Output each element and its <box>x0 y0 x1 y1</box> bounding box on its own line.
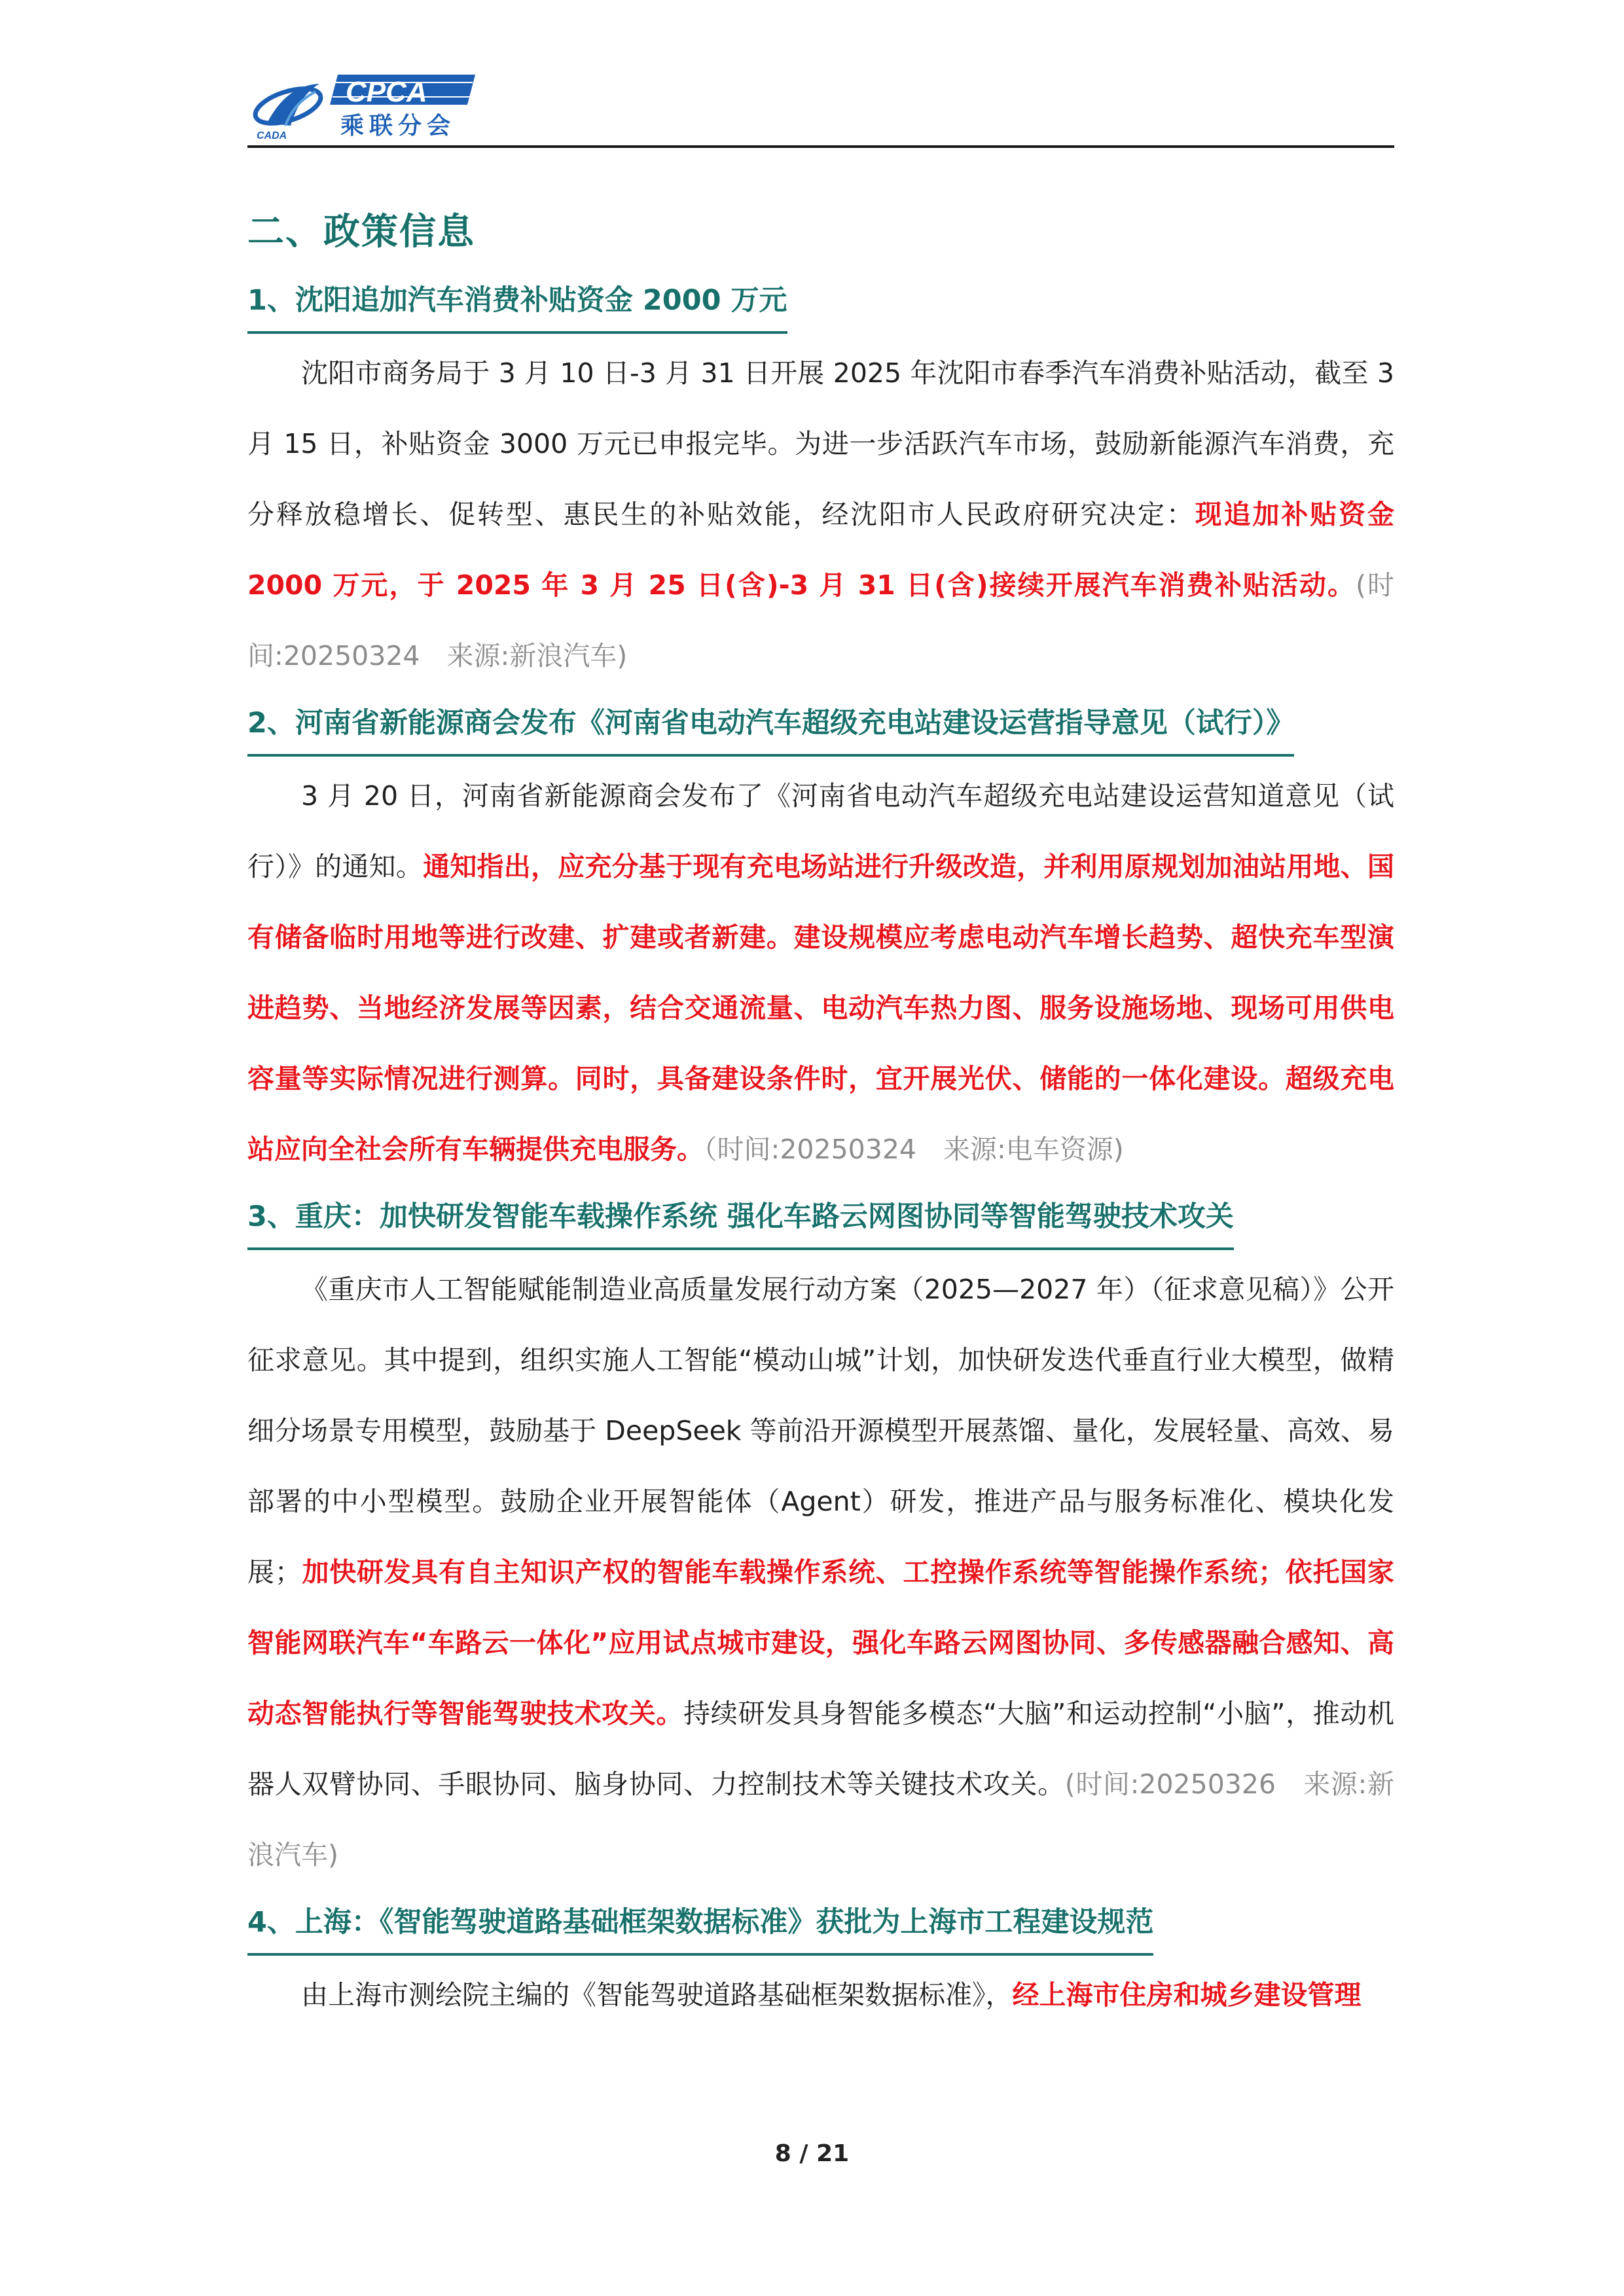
item-title-2: 2、河南省新能源商会发布《河南省电动汽车超级充电站建设运营指导意见（试行）》 <box>247 691 1294 757</box>
item-meta-2: （时间:20250324 来源:电车资源) <box>704 1134 1124 1165</box>
item-body-2: 3 月 20 日，河南省新能源商会发布了《河南省电动汽车超级充电站建设运营知道意见（试行）》的通知。通知指出，应充分基于现有充电场站进行升级改造，并利用原规划加油站用地、国有储备临时用地等进行改建、扩建或者新建。建设规模应考虑电动汽车增长趋势、超快充车型演进趋势、当地经济发展等因素，结合交通流量、电动汽车热力图、服务设施场地、现场可用供电容量等实际情况进行测算。同时，具备建设条件时，宜开展光伏、储能的一体化建设。超级充电站应向全社会所有车辆提供充电服务。（时间:20250324 来源:电车资源) <box>247 780 1395 1165</box>
item-title-3: 3、重庆：加快研发智能车载操作系统 强化车路云网图协同等智能驾驶技术攻关 <box>247 1185 1234 1250</box>
page-header <box>247 65 1393 148</box>
svg-text:CADA: CADA <box>257 130 287 141</box>
page-number <box>0 2140 1624 2167</box>
section-title: 二、政策信息 <box>247 211 475 253</box>
item-title-4: 4、上海：《智能驾驶道路基础框架数据标准》获批为上海市工程建设规范 <box>247 1890 1153 1956</box>
item-body-3-highlight: 加快研发具有自主知识产权的智能车载操作系统、工控操作系统等智能操作系统；依托国家智能网联汽车“车路云一体化”应用试点城市建设，强化车路云网图协同、多传感器融合感知、高动态智能执行等智能驾驶技术攻关。 <box>247 1556 1394 1729</box>
header-divider <box>247 145 1394 148</box>
page-content <box>247 196 1394 2030</box>
item-body-2-highlight: 通知指出，应充分基于现有充电场站进行升级改造，并利用原规划加油站用地、国有储备临时用地等进行改建、扩建或者新建。建设规模应考虑电动汽车增长趋势、超快充车型演进趋势、当地经济发展等因素，结合交通流量、电动汽车热力图、服务设施场地、现场可用供电容量等实际情况进行测算。同时，具备建设条件时，宜开展光伏、储能的一体化建设。超级充电站应向全社会所有车辆提供充电服务。 <box>247 851 1395 1165</box>
page-current: 8 <box>774 2140 791 2167</box>
item-body-4-highlight: 经上海市住房和城乡建设管理 <box>1012 1979 1362 2011</box>
item-body-3: 《重庆市人工智能赋能制造业高质量发展行动方案（2025—2027 年）（征求意见稿）》公开征求意见。其中提到，组织实施人工智能“模动山城”计划，加快研发迭代垂直行业大模型，做精细分场景专用模型，鼓励基于 DeepSeek 等前沿开源模型开展蒸馏、量化，发展轻量、高效、易部署的中小型模型。鼓励企业开展智能体（Agent）研发，推进产品与服务标准化、模块化发展；加快研发具有自主知识产权的智能车载操作系统、工控操作系统等智能操作系统；依托国家智能网联汽车“车路云一体化”应用试点城市建设，强化车路云网图协同、多传感器融合感知、高动态智能执行等智能驾驶技术攻关。持续研发具身智能多模态“大脑”和运动控制“小脑”，推动机器人双臂协同、手眼协同、脑身协同、力控制技术等关键技术攻关。(时间:20250326 来源:新浪汽车) <box>247 1274 1394 1871</box>
item-body-4: 由上海市测绘院主编的《智能驾驶道路基础框架数据标准》，经上海市住房和城乡建设管理 <box>301 1979 1362 2011</box>
item-meta-1: (时间:20250324 来源:新浪汽车) <box>247 569 1394 672</box>
item-title-1: 1、沈阳追加汽车消费补贴资金 2000 万元 <box>247 268 787 334</box>
page-total: 21 <box>816 2140 850 2167</box>
svg-text:乘联分会: 乘联分会 <box>340 113 456 139</box>
svg-text:CPCA: CPCA <box>346 76 427 108</box>
item-meta-3: (时间:20250326 来源:新浪汽车) <box>247 1768 1394 1871</box>
page-separator: / <box>799 2140 808 2167</box>
cpca-logo <box>247 65 483 144</box>
item-body-1: 沈阳市商务局于 3 月 10 日-3 月 31 日开展 2025 年沈阳市春季汽车消费补贴活动，截至 3 月 15 日，补贴资金 3000 万元已申报完毕。为进一步活跃汽车市场，鼓励新能源汽车消费，充分释放稳增长、促转型、惠民生的补贴效能，经沈阳市人民政府研究决定：现追加补贴资金 2000 万元，于 2025 年 3 月 25 日(含)-3 月 31 日(含)接续开展汽车消费补贴活动。(时间:20250324 来源:新浪汽车) <box>247 357 1394 672</box>
item-body-1-highlight: 现追加补贴资金 2000 万元，于 2025 年 3 月 25 日(含)-3 月 31 日(含)接续开展汽车消费补贴活动。 <box>247 499 1394 601</box>
